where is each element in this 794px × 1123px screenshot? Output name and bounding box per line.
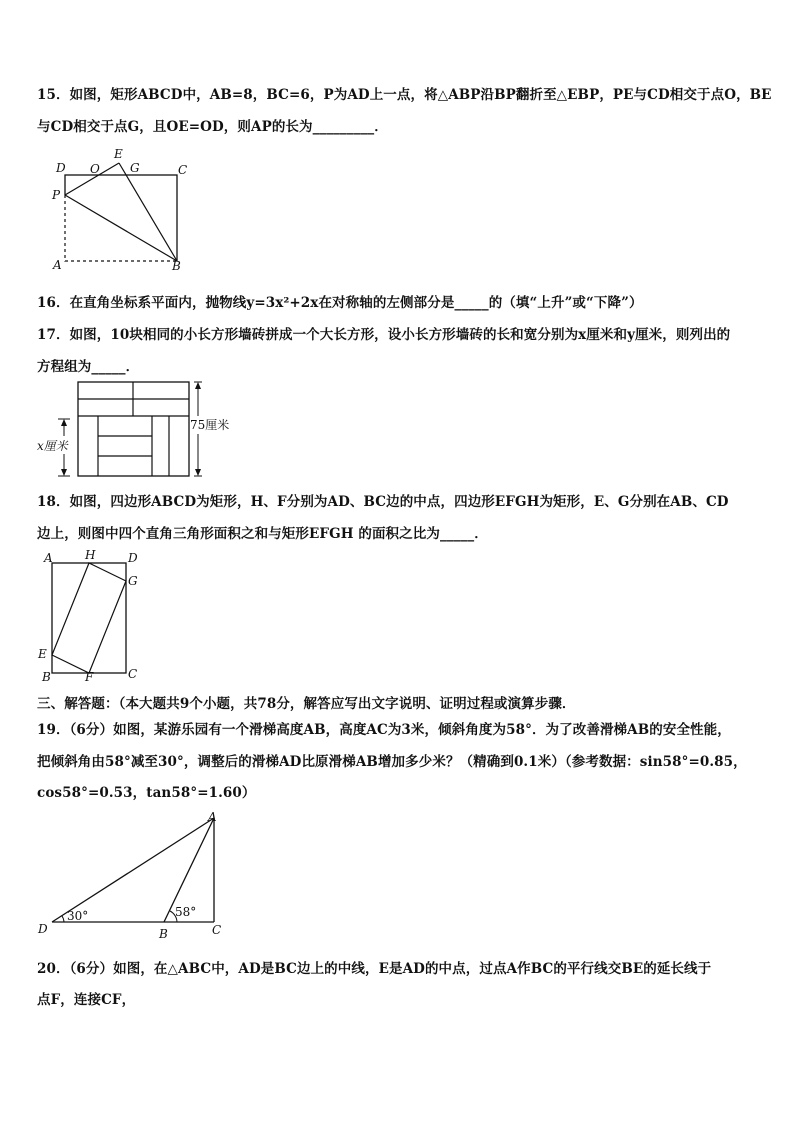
label-C: C xyxy=(212,923,222,937)
q20-line2: 点F，连接CF， xyxy=(37,992,136,1008)
q17-line1: 17．如图，10块相同的小长方形墙砖拼成一个大长方形，设小长方形墙砖的长和宽分别为x厘米和y厘米，则列出的 xyxy=(37,327,731,343)
label-B: B xyxy=(159,927,168,941)
rect-abcd xyxy=(52,563,126,673)
label-A: A xyxy=(44,551,53,565)
label-75cm: 75厘米 xyxy=(190,418,230,432)
label-G: G xyxy=(130,161,140,175)
label-P: P xyxy=(52,188,61,202)
label-H: H xyxy=(85,548,96,562)
q19-line1: 19．（6分）如图，某游乐园有一个滑梯高度AB，高度AC为3米，倾斜角度为58°．为了改善滑梯AB的安全性能， xyxy=(37,722,731,738)
rect-efgh xyxy=(52,563,126,673)
rect-abcd-solid xyxy=(65,175,177,261)
q19-line3: cos58°=0.53，tan58°=1.60） xyxy=(37,785,256,801)
section3-heading: 三、解答题：（本大题共9个小题，共78分，解答应写出文字说明、证明过程或演算步骤． xyxy=(37,696,576,712)
pb-line xyxy=(65,195,177,261)
q17-figure xyxy=(34,378,244,478)
label-B: B xyxy=(42,670,51,684)
angle-30-label: 30° xyxy=(67,909,89,923)
eb-line xyxy=(119,163,177,261)
label-E: E xyxy=(114,147,123,161)
label-G: G xyxy=(128,574,138,588)
label-C: C xyxy=(178,163,188,177)
q16-line1: 16．在直角坐标系平面内，抛物线y=3x²+2x在对称轴的左侧部分是_____的（填“上升”或“下降”） xyxy=(37,295,643,311)
q19-line2: 把倾斜角由58°减至30°，调整后的滑梯AD比原滑梯AB增加多少米？（精确到0.1米）（参考数据：sin58°=0.85， xyxy=(37,754,747,770)
q17-line2: 方程组为_____． xyxy=(37,359,140,375)
q18-line2: 边上，则图中四个直角三角形面积之和与矩形EFGH 的面积之比为_____． xyxy=(37,526,488,542)
angle-58-label: 58° xyxy=(175,905,197,919)
q15-line1: 15．如图，矩形ABCD中，AB=8，BC=6，P为AD上一点，将△ABP沿BP翻折至△EBP，PE与CD相交于点O，BE xyxy=(37,87,772,103)
label-A: A xyxy=(208,810,217,824)
q18-figure xyxy=(36,548,146,684)
label-D: D xyxy=(56,161,66,175)
q20-line1: 20．（6分）如图，在△ABC中，AD是BC边上的中线，E是AD的中点，过点A作BC的平行线交BE的延长线于 xyxy=(37,961,712,977)
q18-line1: 18．如图，四边形ABCD为矩形，H、F分别为AD、BC边的中点，四边形EFGH为矩形，E、G分别在AB、CD xyxy=(37,494,729,510)
label-O: O xyxy=(90,162,100,176)
q15-line2: 与CD相交于点G，且OE=OD，则AP的长为_________． xyxy=(37,119,388,135)
label-F: F xyxy=(85,670,94,684)
label-E: E xyxy=(38,647,47,661)
label-C: C xyxy=(128,667,138,681)
q15-figure xyxy=(48,145,198,273)
q19-figure xyxy=(34,808,234,942)
label-D: D xyxy=(128,551,138,565)
label-D: D xyxy=(38,922,48,936)
label-xcm: x厘米 xyxy=(37,439,68,453)
label-B: B xyxy=(172,259,181,273)
label-A: A xyxy=(53,258,62,272)
